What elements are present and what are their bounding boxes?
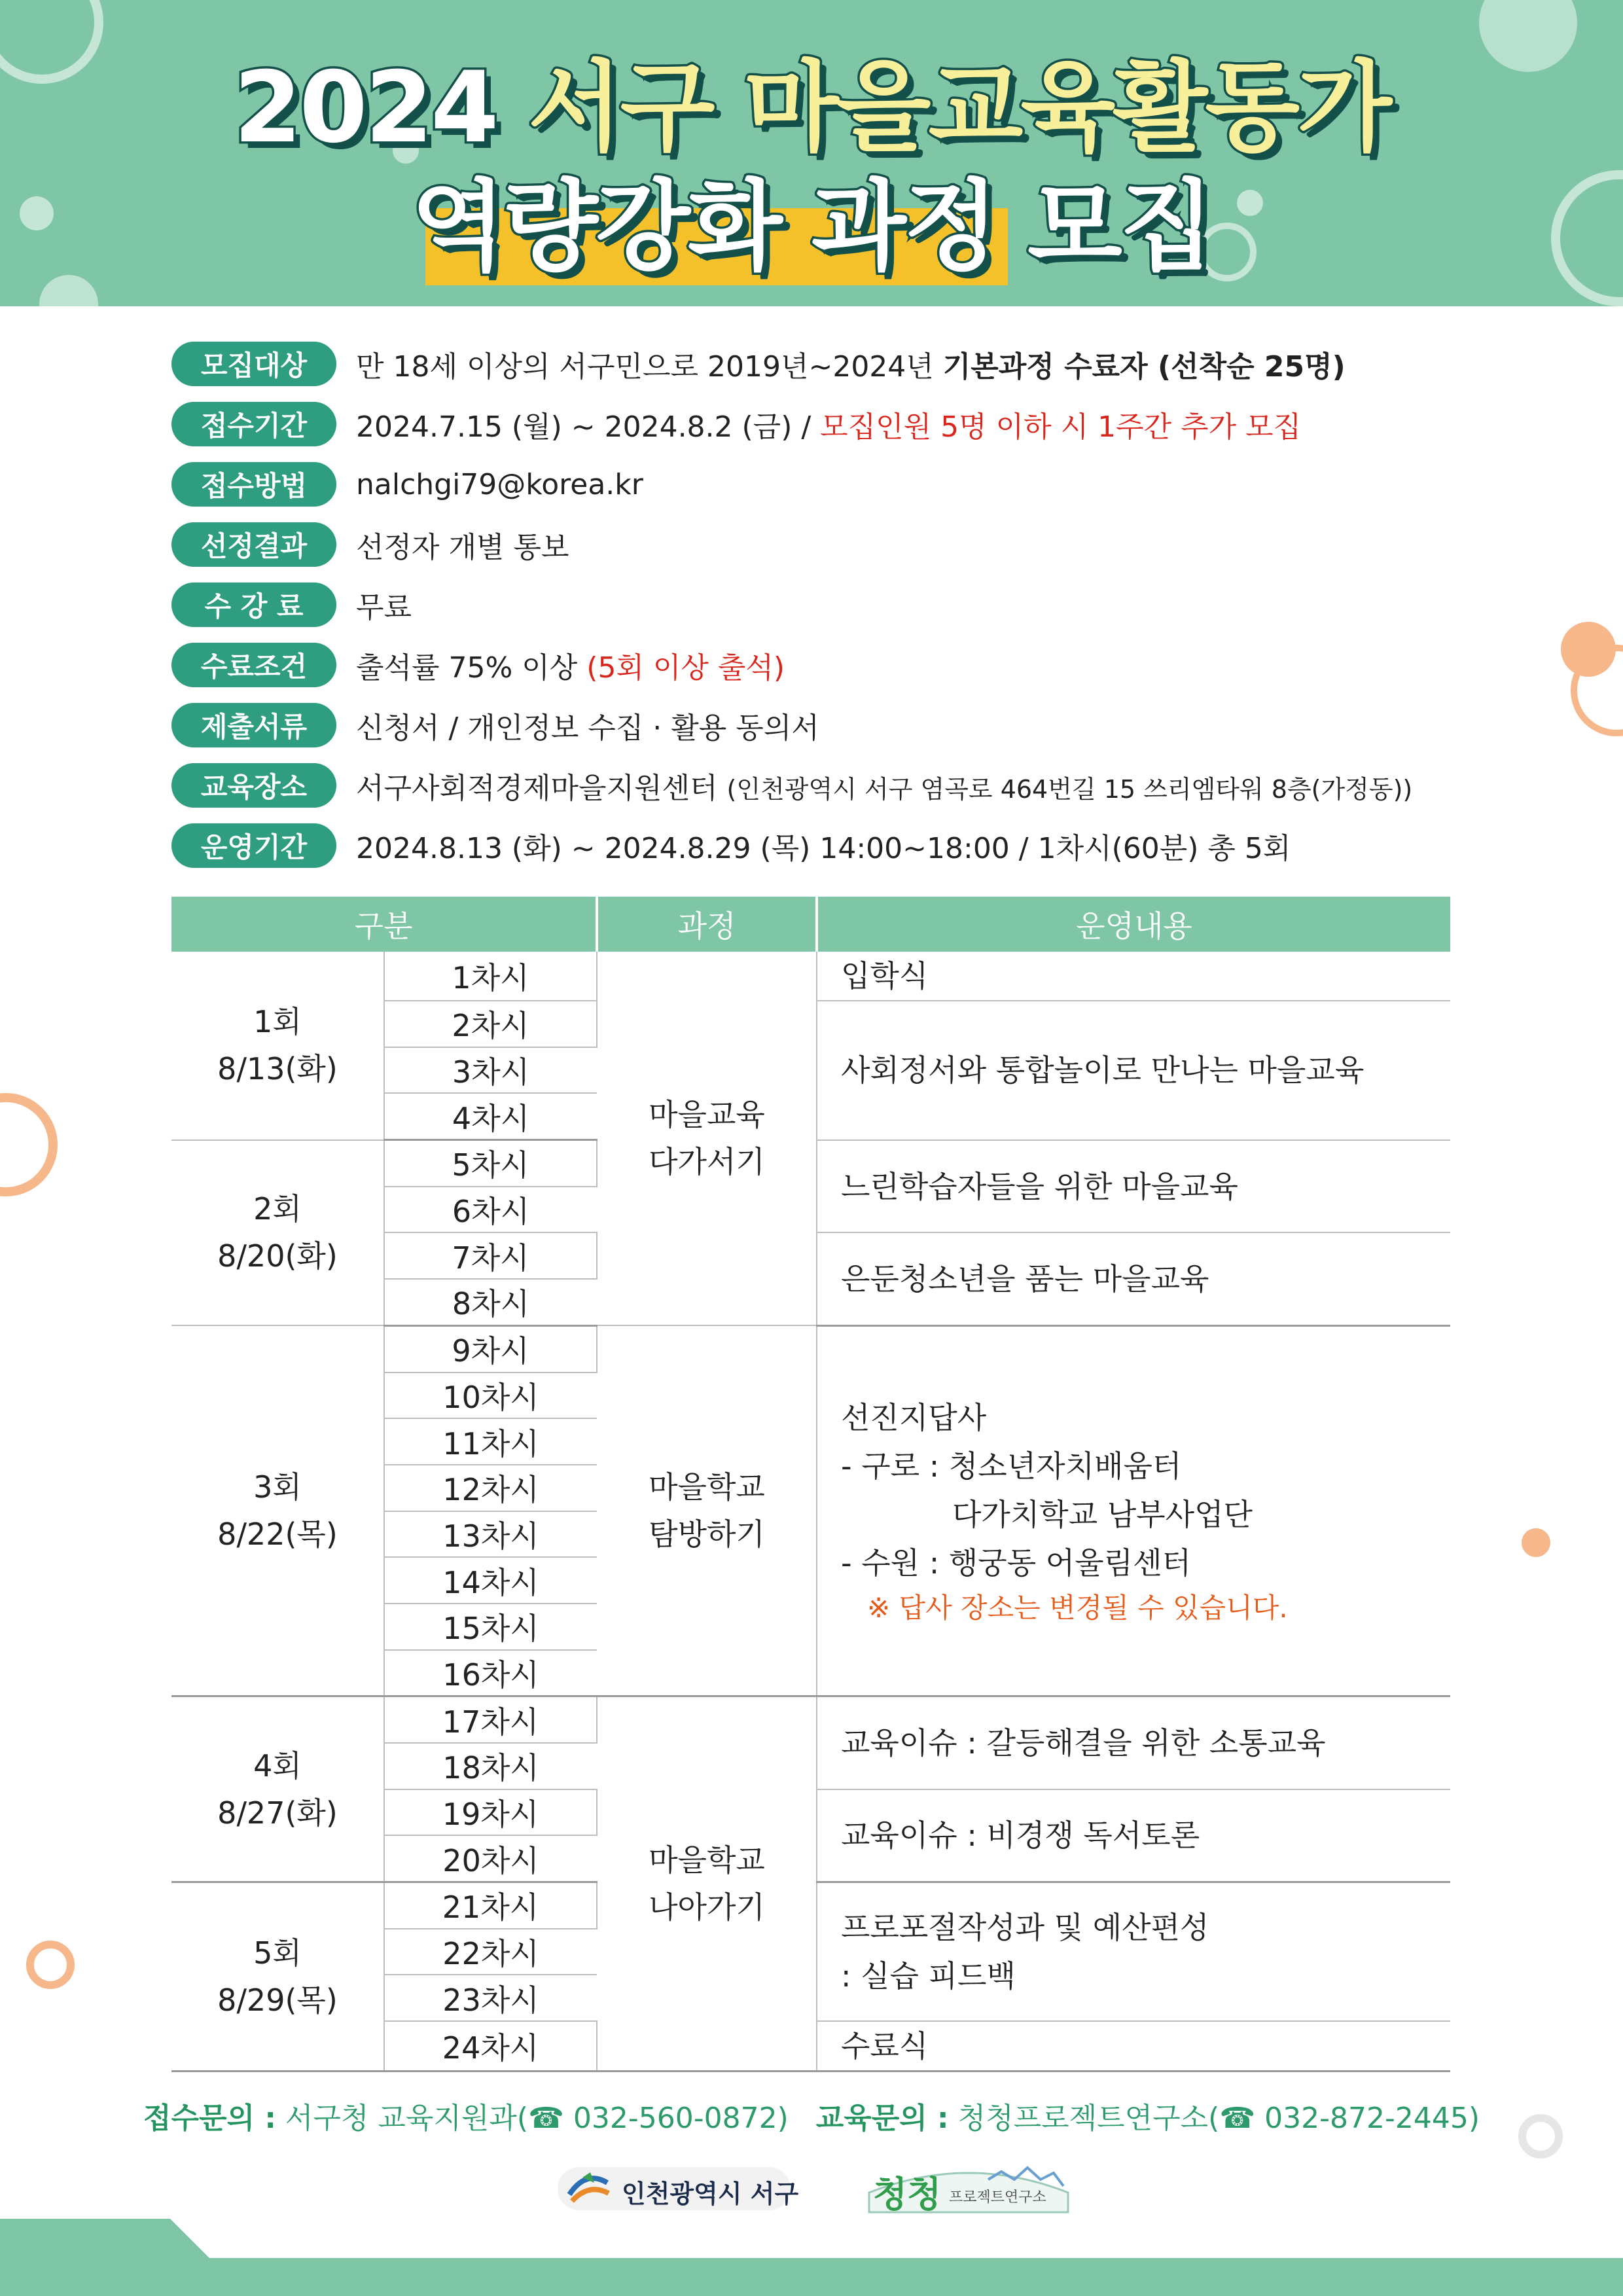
- decor-circle: [1522, 1528, 1550, 1557]
- content-cell: 교육이슈 : 갈등해결을 위한 소통교육: [817, 1696, 1450, 1789]
- info-row-target: [171, 334, 1454, 394]
- info-label: 수 강 료: [171, 583, 336, 627]
- info-value: 신청서 / 개인정보 수집 · 활용 동의서: [356, 711, 819, 745]
- header-division: 구분: [171, 897, 597, 952]
- period-cell: 1차시: [384, 952, 597, 1001]
- incheon-seogu-logo: [556, 2163, 799, 2214]
- info-value-email[interactable]: nalchgi79@korea.kr: [356, 467, 643, 501]
- content-cell: 은둔청소년을 품는 마을교육: [817, 1232, 1450, 1325]
- decor-circle: [26, 1941, 75, 1989]
- period-cell: 11차시: [384, 1418, 597, 1465]
- table-row: [171, 1696, 1450, 1743]
- period-cell: 8차시: [384, 1279, 597, 1325]
- content-cell: 수료식: [817, 2021, 1450, 2072]
- header-banner: [0, 0, 1623, 306]
- table-header-row: [171, 897, 1450, 952]
- info-row-operation: [171, 816, 1454, 876]
- info-value: 2024.8.13 (화) ~ 2024.8.29 (목) 14:00~18:00 / 1차시(60분) 총 5회: [356, 832, 1291, 865]
- info-value: 선정자 개별 통보: [356, 531, 569, 564]
- info-row-fee: [171, 575, 1454, 635]
- period-cell: 7차시: [384, 1232, 597, 1279]
- info-value: 서구사회적경제마을지원센터 (인천광역시 서구 염곡로 464번길 15 쓰리엠타워 8층(가정동)): [356, 772, 1413, 805]
- title-line-2: 역량강화 과정 모집: [411, 170, 1212, 284]
- period-cell: 10차시: [384, 1372, 597, 1419]
- contact-edu: 청청프로젝트연구소(☎ 032-872-2445): [948, 2102, 1480, 2135]
- course-cell: 마을학교 탐방하기: [597, 1325, 817, 1696]
- cheongcheong-sub-text: 프로젝트연구소: [949, 2189, 1046, 2206]
- title-line-1: 2024 서구 마을교육활동가: [233, 51, 1390, 165]
- period-cell: 23차시: [384, 1975, 597, 2021]
- info-label: 모집대상: [171, 342, 336, 386]
- period-cell: 18차시: [384, 1743, 597, 1789]
- content-cell: 입학식: [817, 952, 1450, 1001]
- course-cell: 마을교육 다가서기: [597, 952, 817, 1325]
- session-cell: 3회 8/22(목): [171, 1325, 384, 1696]
- content-cell: 교육이슈 : 비경쟁 독서토론: [817, 1789, 1450, 1882]
- info-label: 접수방법: [171, 462, 336, 507]
- contact-apply: 서구청 교육지원과(☎ 032-560-0872): [276, 2102, 789, 2135]
- info-row-method: [171, 454, 1454, 514]
- table-row: [171, 952, 1450, 1001]
- period-cell: 5차시: [384, 1140, 597, 1187]
- info-value: 출석률 75% 이상 (5회 이상 출석): [356, 651, 785, 685]
- content-cell-field-trip: 선진지답사 - 구로 : 청소년자치배움터 다가치학교 남부사업단 - 수원 : 행궁동 어울림센터 ※ 답사 장소는 변경될 수 있습니다.: [817, 1325, 1450, 1696]
- period-cell: 2차시: [384, 1001, 597, 1047]
- content-cell: 사회정서와 통합놀이로 만나는 마을교육: [817, 1001, 1450, 1140]
- info-label: 선정결과: [171, 522, 336, 567]
- period-cell: 14차시: [384, 1557, 597, 1604]
- info-label: 제출서류: [171, 703, 336, 747]
- cheongcheong-main-text: 청청: [873, 2174, 942, 2215]
- content-cell: 프로포절작성과 및 예산편성 : 실습 피드백: [817, 1882, 1450, 2022]
- info-row-place: [171, 755, 1454, 816]
- contact-line: [0, 2094, 1623, 2136]
- table-row: [171, 1325, 1450, 1372]
- info-row-condition: [171, 635, 1454, 695]
- period-cell: 24차시: [384, 2021, 597, 2072]
- period-cell: 17차시: [384, 1696, 597, 1743]
- session-cell: 4회 8/27(화): [171, 1696, 384, 1882]
- period-cell: 13차시: [384, 1511, 597, 1558]
- header-course: 과정: [597, 897, 817, 952]
- incheon-logo-text: 인천광역시 서구: [622, 2179, 799, 2208]
- period-cell: 22차시: [384, 1929, 597, 1975]
- period-cell: 20차시: [384, 1835, 597, 1882]
- session-cell: 5회 8/29(목): [171, 1882, 384, 2072]
- session-cell: 2회 8/20(화): [171, 1140, 384, 1326]
- period-cell: 21차시: [384, 1882, 597, 1929]
- period-cell: 15차시: [384, 1604, 597, 1650]
- info-label: 접수기간: [171, 402, 336, 446]
- period-cell: 4차시: [384, 1093, 597, 1139]
- contact-label-apply: 접수문의 :: [143, 2102, 276, 2135]
- footer-band: [0, 2219, 1623, 2296]
- period-cell: 12차시: [384, 1465, 597, 1511]
- info-row-period: [171, 394, 1454, 454]
- cheongcheong-logo: [864, 2153, 1073, 2219]
- period-cell: 3차시: [384, 1047, 597, 1094]
- period-cell: 9차시: [384, 1325, 597, 1372]
- course-cell: 마을학교 나아가기: [597, 1696, 817, 2072]
- period-cell: 19차시: [384, 1789, 597, 1836]
- content-cell: 느린학습자들을 위한 마을교육: [817, 1140, 1450, 1233]
- info-row-result: [171, 514, 1454, 575]
- contact-label-edu: 교육문의 :: [815, 2102, 949, 2135]
- info-value: 만 18세 이상의 서구민으로 2019년~2024년 기본과정 수료자 (선착순 25명): [356, 350, 1346, 384]
- period-cell: 6차시: [384, 1187, 597, 1233]
- decor-circle: [0, 1093, 58, 1196]
- info-list: [171, 334, 1454, 876]
- info-label: 수료조건: [171, 643, 336, 687]
- info-value: 2024.7.15 (월) ~ 2024.8.2 (금) / 모집인원 5명 이하 시 1주간 추가 모집: [356, 410, 1302, 444]
- period-cell: 16차시: [384, 1650, 597, 1696]
- schedule-table: [171, 897, 1450, 2072]
- info-label: 교육장소: [171, 763, 336, 808]
- header-content: 운영내용: [817, 897, 1450, 952]
- info-value: 무료: [356, 591, 412, 624]
- session-cell: 1회 8/13(화): [171, 952, 384, 1140]
- info-label: 운영기간: [171, 823, 336, 868]
- notice-text: ※ 답사 장소는 변경될 수 있습니다.: [867, 1591, 1288, 1624]
- info-row-documents: [171, 695, 1454, 755]
